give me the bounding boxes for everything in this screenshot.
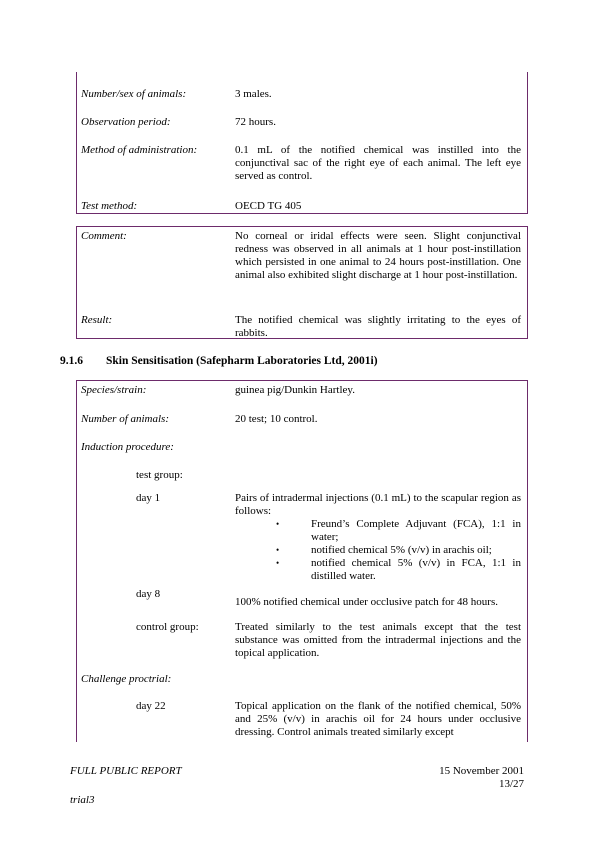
study-details-box <box>76 72 528 214</box>
field-value: 100% notified chemical under occlusive patch for 48 hours. <box>235 596 499 608</box>
section-title: Skin Sensitisation (Safepharm Laboratories Ltd, 2001i) <box>106 355 378 367</box>
field-label: Induction procedure: <box>81 441 174 453</box>
field-label: Observation period: <box>81 116 171 128</box>
field-label: Test method: <box>81 200 138 212</box>
list-item: • Freund’s Complete Adjuvant (FCA), 1:1 in water; <box>235 518 521 544</box>
field-value: Treated similarly to the test animals except that the test substance was omitted from the intradermal injections and the topical application. <box>235 621 521 659</box>
day1-bullet-list <box>235 518 521 583</box>
field-value: 20 test; 10 control. <box>235 413 318 425</box>
result-box <box>76 226 528 339</box>
field-label: Challenge proctrial: <box>81 673 172 685</box>
field-label: Method of administration: <box>81 144 198 156</box>
footer-report-title: FULL PUBLIC REPORT <box>70 765 182 777</box>
field-label: Comment: <box>81 230 127 242</box>
field-value: 3 males. <box>235 88 272 100</box>
list-item: • notified chemical 5% (v/v) in FCA, 1:1 in distilled water. <box>235 557 521 583</box>
field-value: 0.1 mL of the notified chemical was instilled into the conjunctival sac of the right eye of each animal. The left eye served as control. <box>235 144 521 182</box>
field-label: Number of animals: <box>81 413 169 425</box>
field-value: guinea pig/Dunkin Hartley. <box>235 384 355 396</box>
footer-code: trial3 <box>70 794 95 806</box>
subfield-label: day 1 <box>136 492 161 504</box>
field-label: Result: <box>81 314 113 326</box>
field-value: OECD TG 405 <box>235 200 302 212</box>
day1-intro: Pairs of intradermal injections (0.1 mL) to the scapular region as follows: <box>235 492 521 517</box>
list-item: • notified chemical 5% (v/v) in arachis oil; <box>235 544 521 557</box>
footer-page-number: 13/27 <box>498 778 524 790</box>
field-value: No corneal or iridal effects were seen. Slight conjunctival redness was observed in all animals at 1 hour post-instillation which persisted in one animal to 24 hours post-instillation. One animal also exhibited slight discharge at 1 hour post-instillation. <box>235 230 521 281</box>
field-value: 72 hours. <box>235 116 276 128</box>
field-label: Species/strain: <box>81 384 147 396</box>
subfield-label: day 22 <box>136 700 166 712</box>
field-label: Number/sex of animals: <box>81 88 187 100</box>
subfield-label: control group: <box>136 621 199 633</box>
footer-date: 15 November 2001 <box>439 765 524 777</box>
sensitisation-box <box>76 380 528 742</box>
field-value: Topical application on the flank of the notified chemical, 50% and 25% (v/v) in arachis oil for 24 hours under occlusive dressing. Control animals treated similarly except <box>235 700 521 738</box>
section-heading <box>60 355 378 368</box>
subfield-label: test group: <box>136 469 183 481</box>
subfield-label: day 8 <box>136 588 161 600</box>
field-value: The notified chemical was slightly irritating to the eyes of rabbits. <box>235 314 521 339</box>
field-value <box>235 492 521 583</box>
section-number: 9.1.6 <box>60 355 83 367</box>
